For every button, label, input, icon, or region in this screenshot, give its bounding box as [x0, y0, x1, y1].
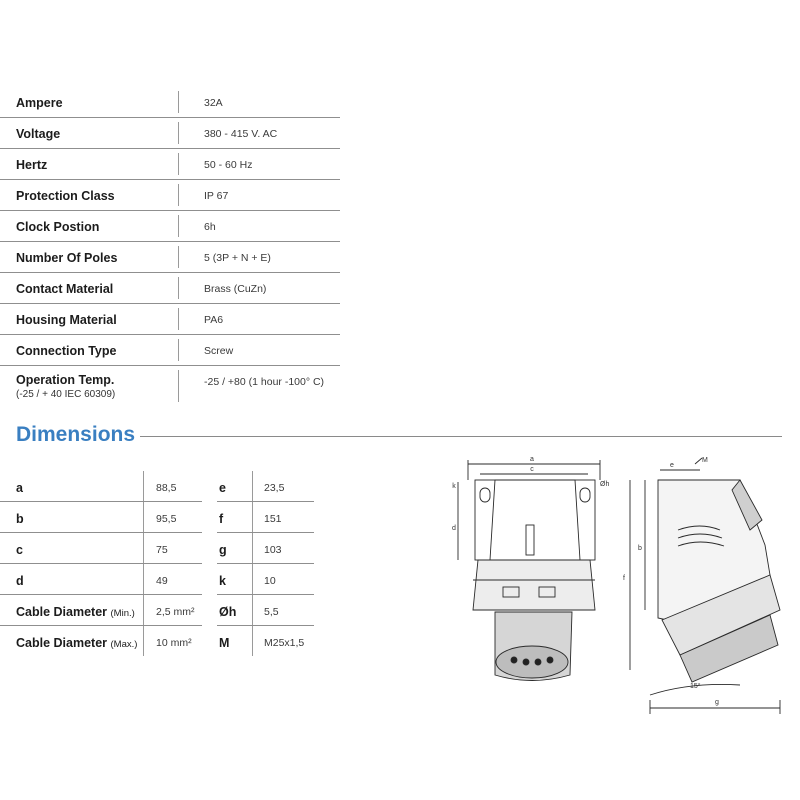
- pin: [547, 657, 553, 663]
- dim-row-d: [0, 564, 202, 595]
- pin: [535, 659, 541, 665]
- spec-row-protection-class: [0, 180, 340, 211]
- spec-label: Number Of Poles: [16, 251, 118, 265]
- label-b: b: [638, 545, 642, 552]
- spec-label: Ampere: [16, 96, 63, 110]
- dim-key-note: (Max.): [110, 639, 138, 650]
- dim-key: a: [16, 481, 23, 495]
- label-g: g: [715, 699, 719, 706]
- column-divider: [143, 564, 144, 594]
- spec-label: Operation Temp.: [16, 373, 115, 387]
- spec-row-operation-temp: [0, 366, 340, 404]
- spec-sublabel: (-25 / + 40 IEC 60309): [16, 389, 116, 400]
- dim-row-g: [217, 533, 314, 564]
- dim-key-text: Cable Diameter: [16, 605, 108, 619]
- dim-value: 103: [264, 544, 282, 556]
- dim-key: [16, 605, 135, 619]
- dim-key: g: [219, 543, 227, 557]
- column-divider: [252, 626, 253, 656]
- spec-value: Screw: [204, 345, 234, 357]
- dim-row-a: [0, 471, 202, 502]
- label-e: e: [670, 462, 674, 469]
- dim-row-m: [217, 626, 314, 656]
- dim-key: c: [16, 543, 23, 557]
- heading-rule: [140, 436, 782, 437]
- spec-value: 32A: [204, 97, 223, 109]
- pin: [511, 657, 517, 663]
- column-divider: [178, 184, 179, 206]
- label-d: d: [452, 525, 456, 532]
- dim-row-oh: [217, 595, 314, 626]
- label-oh: Øh: [600, 481, 610, 488]
- spec-row-housing-material: [0, 304, 340, 335]
- dim-key: b: [16, 512, 24, 526]
- column-divider: [143, 626, 144, 656]
- dimensions-table-left: [0, 471, 202, 656]
- dim-row-cable-max: [0, 626, 202, 656]
- dim-value: 95,5: [156, 513, 177, 525]
- dim-row-e: [217, 471, 314, 502]
- column-divider: [143, 502, 144, 532]
- dim-value: 10 mm²: [156, 637, 192, 649]
- spec-label: Hertz: [16, 158, 48, 172]
- front-view: [458, 460, 600, 681]
- spec-value: 6h: [204, 221, 216, 233]
- dimensions-table-right: [217, 471, 314, 656]
- spec-row-voltage: [0, 118, 340, 149]
- spec-value: Brass (CuZn): [204, 283, 267, 295]
- pin: [523, 659, 529, 665]
- label-f: f: [623, 575, 625, 582]
- spec-label: Connection Type: [16, 344, 117, 358]
- dim-key-text: Cable Diameter: [16, 636, 108, 650]
- dim-value: 2,5 mm²: [156, 606, 195, 618]
- spec-label: Voltage: [16, 127, 61, 141]
- column-divider: [143, 471, 144, 501]
- spec-value: 50 - 60 Hz: [204, 159, 253, 171]
- spec-table: [0, 87, 340, 404]
- column-divider: [178, 215, 179, 237]
- dim-key: e: [219, 481, 226, 495]
- label-c: c: [530, 466, 534, 473]
- label-angle: 15°: [690, 683, 701, 690]
- leader-m: [695, 458, 702, 464]
- spec-row-ampere: [0, 87, 340, 118]
- mount-hole: [580, 488, 590, 502]
- spec-label: Protection Class: [16, 189, 115, 203]
- column-divider: [178, 91, 179, 113]
- front-view-labels: [452, 456, 609, 532]
- spec-label: Clock Postion: [16, 220, 100, 234]
- dim-row-k: [217, 564, 314, 595]
- spec-row-contact-material: [0, 273, 340, 304]
- column-divider: [252, 502, 253, 532]
- cable-gland: [526, 525, 534, 555]
- spec-value: PA6: [204, 314, 224, 326]
- dim-value: 75: [156, 544, 168, 556]
- label-k: k: [452, 483, 456, 490]
- column-divider: [143, 533, 144, 563]
- dim-value: 5,5: [264, 606, 279, 618]
- column-divider: [178, 277, 179, 299]
- dim-value: 49: [156, 575, 168, 587]
- dim-key: d: [16, 574, 24, 588]
- dim-key: Øh: [219, 605, 237, 619]
- spec-value: 5 (3P + N + E): [204, 252, 271, 264]
- dim-key: [16, 636, 137, 650]
- dim-key: M: [219, 636, 230, 650]
- column-divider: [252, 595, 253, 625]
- column-divider: [252, 533, 253, 563]
- spec-value: IP 67: [204, 190, 229, 202]
- dim-value: 88,5: [156, 482, 177, 494]
- dim-row-cable-min: [0, 595, 202, 626]
- column-divider: [252, 471, 253, 501]
- label-a: a: [530, 456, 534, 463]
- spec-row-clock-position: [0, 211, 340, 242]
- dim-value: M25x1,5: [264, 637, 305, 649]
- column-divider: [178, 370, 179, 402]
- spec-label: Contact Material: [16, 282, 114, 296]
- back-plate: [475, 480, 595, 560]
- socket-face: [496, 646, 568, 678]
- column-divider: [178, 339, 179, 361]
- dim-key: f: [219, 512, 224, 526]
- column-divider: [178, 246, 179, 268]
- dimensions-heading: Dimensions: [16, 423, 136, 446]
- dim-row-b: [0, 502, 202, 533]
- column-divider: [178, 122, 179, 144]
- dim-value: 10: [264, 575, 276, 587]
- spec-row-number-of-poles: [0, 242, 340, 273]
- column-divider: [143, 595, 144, 625]
- side-view: [630, 458, 780, 714]
- socket-collar: [473, 560, 595, 610]
- spec-row-hertz: [0, 149, 340, 180]
- spec-value: -25 / +80 (1 hour -100° C): [204, 376, 325, 388]
- dim-row-c: [0, 533, 202, 564]
- spec-value: 380 - 415 V. AC: [204, 128, 278, 140]
- spec-row-connection-type: [0, 335, 340, 366]
- column-divider: [252, 564, 253, 594]
- housing-body: [490, 480, 580, 560]
- dim-key-note: (Min.): [110, 608, 135, 619]
- mount-hole: [480, 488, 490, 502]
- spec-label: Housing Material: [16, 313, 117, 327]
- dim-value: 23,5: [264, 482, 285, 494]
- dim-value: 151: [264, 513, 282, 525]
- dim-row-f: [217, 502, 314, 533]
- column-divider: [178, 153, 179, 175]
- column-divider: [178, 308, 179, 330]
- dim-key: k: [219, 574, 226, 588]
- technical-drawing: [440, 450, 790, 720]
- label-m: M: [702, 457, 708, 464]
